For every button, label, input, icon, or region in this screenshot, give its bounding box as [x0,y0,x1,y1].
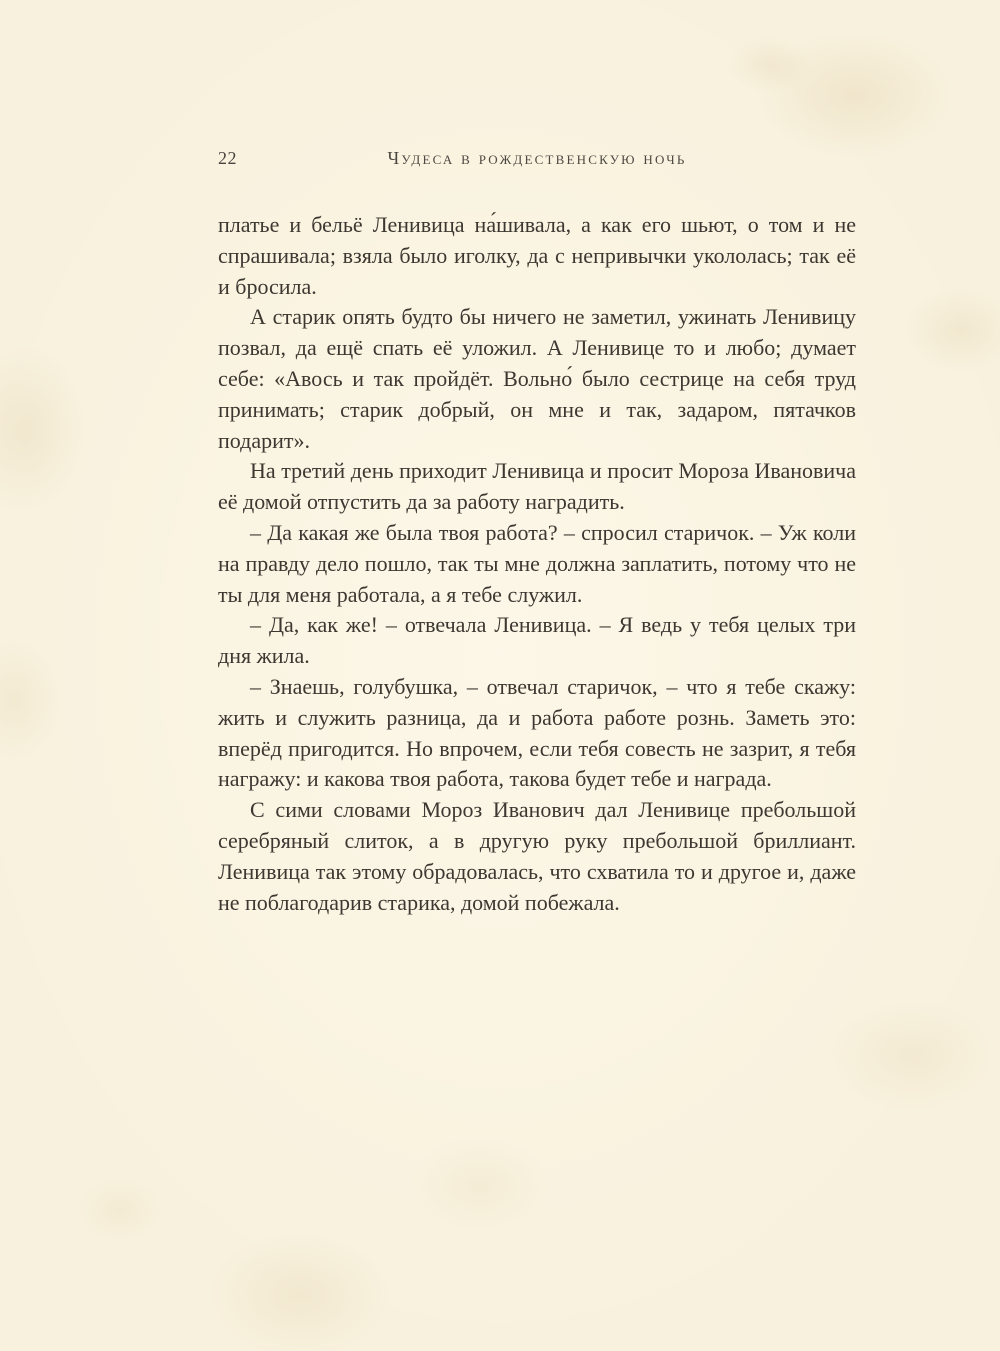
page-number: 22 [218,148,237,168]
paragraph: – Знаешь, голубушка, – отвечал старичок, – что я тебе скажу: жить и служить разница, да и работа работе рознь. Заметь это: вперёд пригодится. Но впрочем, если тебя совесть не зазрит, я тебя награжу: и какова твоя работа, такова будет тебе и награда. [218,673,856,792]
text-block [218,148,856,918]
paragraph: платье и бельё Ленивица на́шивала, а как его шьют, о том и не спрашивала; взяла было иголку, да с непривычки укололась; так её и бросила. [218,212,856,299]
running-header [218,148,856,174]
running-title: Чудеса в рождественскую ночь [387,148,687,168]
paragraph: С сими словами Мороз Иванович дал Ленивице пребольшой серебряный слиток, а в другую руку пребольшой бриллиант. Ленивица так этому обрадовалась, что схватила то и другое и, даже не поблагодарив старика, домой побежала. [218,797,856,915]
paragraph: – Да какая же была твоя работа? – спросил старичок. – Уж коли на правду дело пошло, так ты мне должна заплатить, потому что не ты для меня работала, а я тебе служил. [218,519,856,607]
paragraph: На третий день приходит Ленивица и просит Мороза Ивановича её домой отпустить да за работу наградить. [218,458,856,515]
paragraph: – Да, как же! – отвечала Ленивица. – Я ведь у тебя целых три дня жила. [218,612,856,669]
body-text [218,210,856,918]
paragraph: А старик опять будто бы ничего не заметил, ужинать Ленивицу позвал, да ещё спать её уложил. А Ленивице то и любо; думает себе: «Авось и так пройдёт. Вольно́ было сестрице на себя труд принимать; старик добрый, он мне и так, задаром, пятачков подарит». [218,304,856,453]
